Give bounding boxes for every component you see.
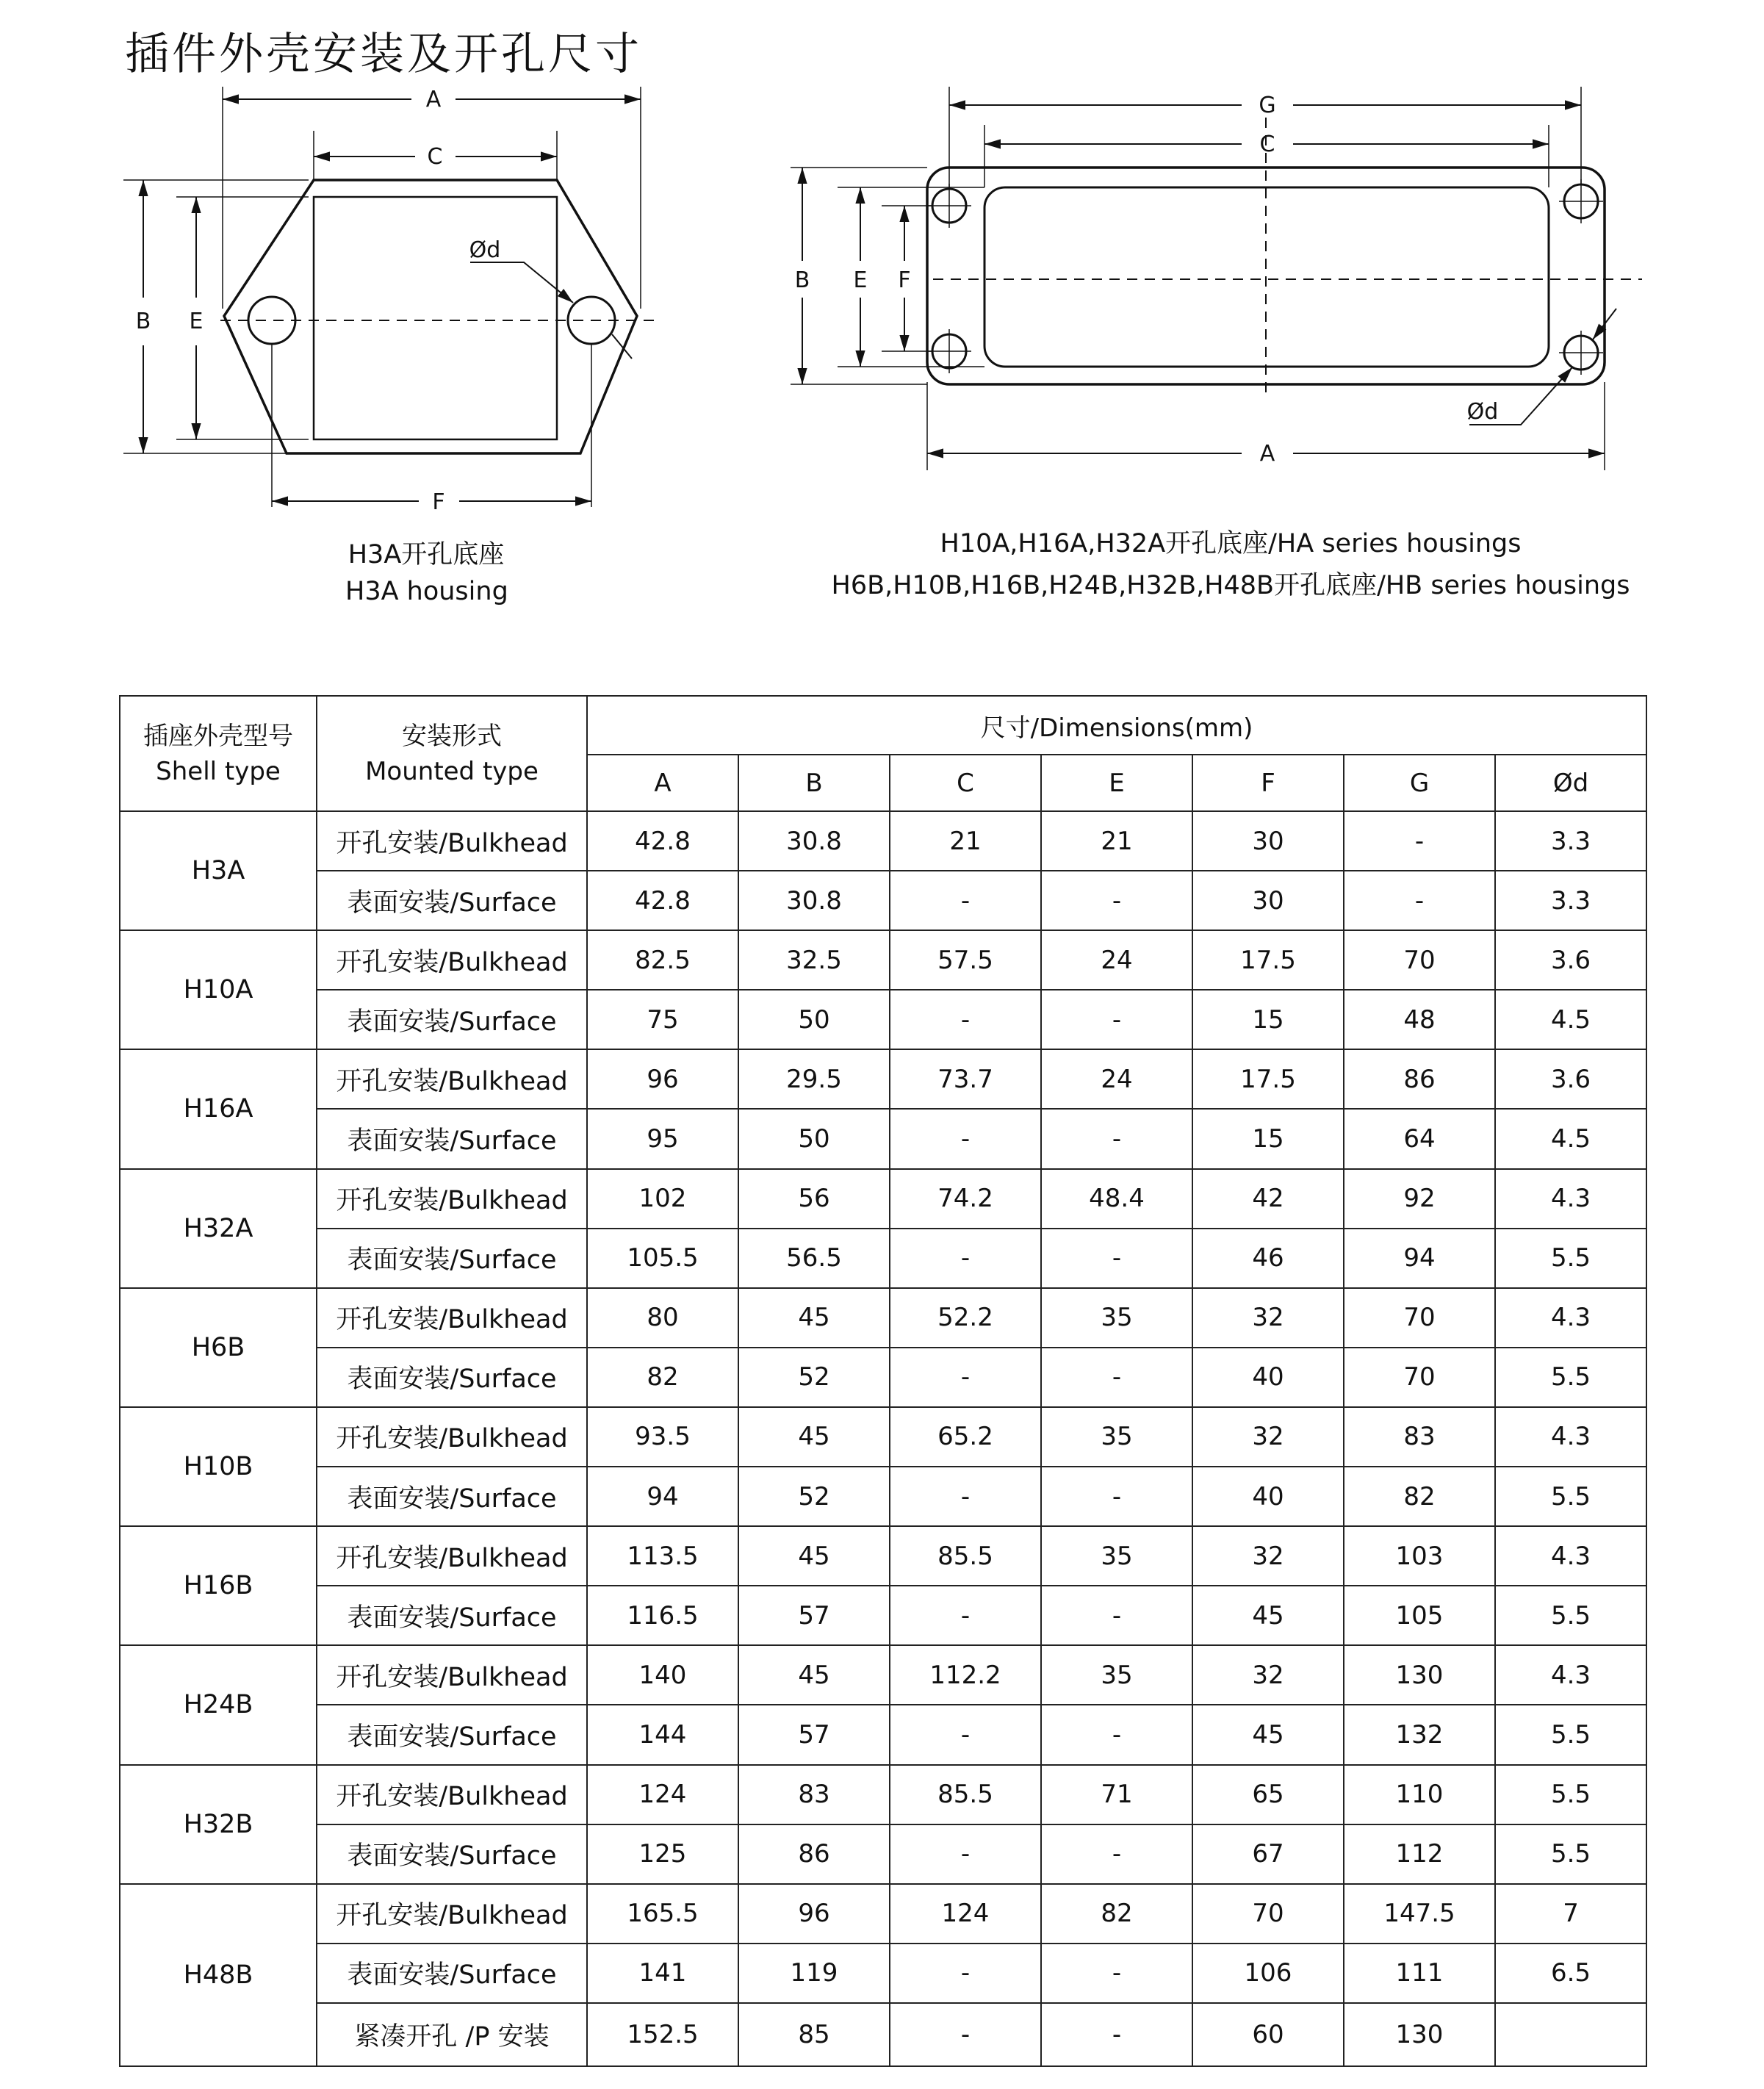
dimension-cell: 5.5 xyxy=(1495,1348,1646,1407)
mount-type-cell: 开孔安装/Bulkhead xyxy=(317,1765,587,1824)
table-row xyxy=(120,1944,1646,2003)
dimension-cell: 57 xyxy=(738,1586,890,1645)
dimension-cell: 35 xyxy=(1041,1407,1192,1467)
dimension-cell: 7 xyxy=(1495,1884,1646,1944)
dimension-cell: 48.4 xyxy=(1041,1169,1192,1229)
hb-caption-line2: H6B,H10B,H16B,H24B,H32B,H48B开孔底座/HB series housings xyxy=(831,571,1630,600)
table-row xyxy=(120,1288,1646,1348)
mount-type-cell: 表面安装/Surface xyxy=(317,1229,587,1288)
hb-label-g: G xyxy=(1259,93,1276,118)
mount-type-cell: 表面安装/Surface xyxy=(317,990,587,1049)
dimension-cell: 3.3 xyxy=(1495,871,1646,930)
dimension-cell: - xyxy=(1344,871,1495,930)
dimension-cell: 4.3 xyxy=(1495,1526,1646,1586)
shell-type-cell: H32B xyxy=(120,1765,317,1884)
dimension-cell: 3.3 xyxy=(1495,811,1646,871)
dimension-cell: 45 xyxy=(738,1526,890,1586)
dimension-cell: 50 xyxy=(738,1109,890,1168)
h3a-caption xyxy=(345,536,507,610)
dimension-cell: 45 xyxy=(738,1645,890,1705)
header-shell-type xyxy=(120,696,317,811)
dimension-cell: 32 xyxy=(1192,1645,1344,1705)
dimension-cell: 48 xyxy=(1344,990,1495,1049)
dimension-cell: - xyxy=(1041,2003,1192,2066)
table-row xyxy=(120,1884,1646,1944)
header-mount-type xyxy=(317,696,587,811)
dimension-cell: 60 xyxy=(1192,2003,1344,2066)
dimension-cell: 124 xyxy=(587,1765,738,1824)
dimension-cell: - xyxy=(890,1348,1041,1407)
dimension-cell: 17.5 xyxy=(1192,930,1344,990)
dimension-cell: 130 xyxy=(1344,1645,1495,1705)
dimension-cell: 5.5 xyxy=(1495,1824,1646,1884)
dimension-cell: 5.5 xyxy=(1495,1467,1646,1526)
dimension-cell: 6.5 xyxy=(1495,1944,1646,2003)
table-row xyxy=(120,1049,1646,1109)
dimension-cell: - xyxy=(890,1824,1041,1884)
dimension-cell: 93.5 xyxy=(587,1407,738,1467)
mount-type-cell: 表面安装/Surface xyxy=(317,1586,587,1645)
dimension-cell: 29.5 xyxy=(738,1049,890,1109)
dimension-cell: 21 xyxy=(890,811,1041,871)
h3a-label-a: A xyxy=(425,87,442,112)
dimension-cell: 57.5 xyxy=(890,930,1041,990)
dimension-cell: 45 xyxy=(738,1288,890,1348)
dimension-cell: 30 xyxy=(1192,811,1344,871)
dimension-cell: 94 xyxy=(1344,1229,1495,1288)
hb-label-d: Ød xyxy=(1466,399,1499,425)
dimension-cell: 74.2 xyxy=(890,1169,1041,1229)
dimension-cell: 5.5 xyxy=(1495,1765,1646,1824)
dimension-cell: 67 xyxy=(1192,1824,1344,1884)
dimension-cell: - xyxy=(1041,990,1192,1049)
shell-type-cell: H32A xyxy=(120,1169,317,1288)
column-header: F xyxy=(1192,755,1344,811)
column-header: Ød xyxy=(1495,755,1646,811)
dimension-cell: 85.5 xyxy=(890,1526,1041,1586)
dimension-cell: 42.8 xyxy=(587,871,738,930)
table-row xyxy=(120,2003,1646,2066)
dimension-cell: 4.3 xyxy=(1495,1645,1646,1705)
dimension-cell: - xyxy=(890,1467,1041,1526)
mount-type-cell: 开孔安装/Bulkhead xyxy=(317,1288,587,1348)
dimension-cell: 32 xyxy=(1192,1407,1344,1467)
header-mount-cn: 安装形式 xyxy=(402,721,502,751)
dimension-cell: 130 xyxy=(1344,2003,1495,2066)
table-row xyxy=(120,930,1646,990)
dimension-cell: 147.5 xyxy=(1344,1884,1495,1944)
mount-type-cell: 开孔安装/Bulkhead xyxy=(317,1169,587,1229)
table-row xyxy=(120,871,1646,930)
hb-label-a: A xyxy=(1259,441,1275,467)
h3a-caption-en: H3A housing xyxy=(345,577,508,606)
dimension-cell: 32 xyxy=(1192,1288,1344,1348)
dimension-cell: 15 xyxy=(1192,1109,1344,1168)
dimension-cell: 57 xyxy=(738,1705,890,1764)
dimension-cell: - xyxy=(1041,1824,1192,1884)
dimension-cell: 5.5 xyxy=(1495,1705,1646,1764)
dimension-cell: 124 xyxy=(890,1884,1041,1944)
dimension-cell: 42 xyxy=(1192,1169,1344,1229)
dimension-cell: 65 xyxy=(1192,1765,1344,1824)
dimension-cell: 30.8 xyxy=(738,871,890,930)
shell-type-cell: H16B xyxy=(120,1526,317,1645)
dimension-cell: 152.5 xyxy=(587,2003,738,2066)
dimension-cell: - xyxy=(890,1705,1041,1764)
shell-type-cell: H10A xyxy=(120,930,317,1049)
dimension-cell: 140 xyxy=(587,1645,738,1705)
dimension-cell: 95 xyxy=(587,1109,738,1168)
header-shell-en: Shell type xyxy=(156,756,281,786)
dimension-cell: 52 xyxy=(738,1348,890,1407)
dimension-cell: 83 xyxy=(1344,1407,1495,1467)
dimension-cell: 70 xyxy=(1192,1884,1344,1944)
dimension-cell: - xyxy=(1041,1586,1192,1645)
dimension-cell: 56.5 xyxy=(738,1229,890,1288)
column-header: A xyxy=(587,755,738,811)
h3a-label-f: F xyxy=(432,489,445,515)
dimension-cell: 17.5 xyxy=(1192,1049,1344,1109)
dimension-cell: 141 xyxy=(587,1944,738,2003)
mount-type-cell: 开孔安装/Bulkhead xyxy=(317,1645,587,1705)
dimension-cell: 105 xyxy=(1344,1586,1495,1645)
mount-type-cell: 表面安装/Surface xyxy=(317,1824,587,1884)
dimension-cell: 45 xyxy=(738,1407,890,1467)
table-row xyxy=(120,1407,1646,1467)
column-header: B xyxy=(738,755,890,811)
dimension-cell: 102 xyxy=(587,1169,738,1229)
dimension-cell: 46 xyxy=(1192,1229,1344,1288)
dimension-cell: - xyxy=(890,871,1041,930)
dimension-cell: - xyxy=(1041,1705,1192,1764)
dimension-cell: 113.5 xyxy=(587,1526,738,1586)
hb-drawing xyxy=(791,87,1642,470)
dimension-cell: 4.5 xyxy=(1495,1109,1646,1168)
dimension-cell: 45 xyxy=(1192,1586,1344,1645)
table-row xyxy=(120,1824,1646,1884)
dimension-cell: 45 xyxy=(1192,1705,1344,1764)
dimension-cell: - xyxy=(1041,1467,1192,1526)
dimension-cell: 64 xyxy=(1344,1109,1495,1168)
dimension-cell: 116.5 xyxy=(587,1586,738,1645)
dimension-cell xyxy=(1495,2003,1646,2066)
dimension-cell: - xyxy=(1041,1348,1192,1407)
dimension-cell: 65.2 xyxy=(890,1407,1041,1467)
table-row xyxy=(120,1765,1646,1824)
table-row xyxy=(120,1645,1646,1705)
dimension-cell: 35 xyxy=(1041,1645,1192,1705)
dimension-cell: 3.6 xyxy=(1495,1049,1646,1109)
dimension-cell: - xyxy=(1041,871,1192,930)
dimension-cell: - xyxy=(1041,1944,1192,2003)
dimension-cell: 52 xyxy=(738,1467,890,1526)
hb-caption-line1: H10A,H16A,H32A开孔底座/HA series housings xyxy=(940,529,1522,558)
dimension-cell: 70 xyxy=(1344,1348,1495,1407)
dimension-cell: 82 xyxy=(1344,1467,1495,1526)
page-title: 插件外壳安装及开孔尺寸 xyxy=(125,29,642,80)
dimension-cell: 71 xyxy=(1041,1765,1192,1824)
header-shell-cn: 插座外壳型号 xyxy=(143,721,293,751)
shell-type-cell: H6B xyxy=(120,1288,317,1407)
dimension-cell: 85.5 xyxy=(890,1765,1041,1824)
dimension-cell: 70 xyxy=(1344,1288,1495,1348)
shell-type-cell: H24B xyxy=(120,1645,317,1764)
shell-type-cell: H3A xyxy=(120,811,317,930)
dimension-cell: 112 xyxy=(1344,1824,1495,1884)
column-header: E xyxy=(1041,755,1192,811)
h3a-drawing xyxy=(123,87,654,507)
dimension-cell: 112.2 xyxy=(890,1645,1041,1705)
dimensions-table xyxy=(119,695,1647,2067)
dimension-cell: 96 xyxy=(587,1049,738,1109)
dimension-cell: 96 xyxy=(738,1884,890,1944)
column-header: G xyxy=(1344,755,1495,811)
dimension-cell: - xyxy=(1041,1229,1192,1288)
mount-type-cell: 表面安装/Surface xyxy=(317,1467,587,1526)
shell-type-cell: H10B xyxy=(120,1407,317,1526)
hb-label-c: C xyxy=(1259,132,1275,157)
dimension-cell: 144 xyxy=(587,1705,738,1764)
table-row xyxy=(120,1705,1646,1764)
header-dimensions: 尺寸/Dimensions(mm) xyxy=(587,696,1646,755)
dimension-cell: 35 xyxy=(1041,1288,1192,1348)
dimension-cell: 86 xyxy=(1344,1049,1495,1109)
dimension-cell: 4.3 xyxy=(1495,1288,1646,1348)
dimension-cell: - xyxy=(890,1229,1041,1288)
column-header: C xyxy=(890,755,1041,811)
mount-type-cell: 表面安装/Surface xyxy=(317,1705,587,1764)
table-row xyxy=(120,1169,1646,1229)
shell-type-cell: H16A xyxy=(120,1049,317,1168)
dimension-cell: 4.5 xyxy=(1495,990,1646,1049)
dimension-cell: 42.8 xyxy=(587,811,738,871)
dimension-cell: 3.6 xyxy=(1495,930,1646,990)
dimension-cell: 85 xyxy=(738,2003,890,2066)
dimension-cell: 75 xyxy=(587,990,738,1049)
dimension-cell: 35 xyxy=(1041,1526,1192,1586)
h3a-label-b: B xyxy=(135,309,151,334)
dimension-cell: 92 xyxy=(1344,1169,1495,1229)
dimension-cell: 105.5 xyxy=(587,1229,738,1288)
table-row xyxy=(120,1229,1646,1288)
shell-type-cell: H48B xyxy=(120,1884,317,2066)
dimension-cell: - xyxy=(890,1586,1041,1645)
dimension-cell: 56 xyxy=(738,1169,890,1229)
dimension-cell: - xyxy=(890,990,1041,1049)
mount-type-cell: 表面安装/Surface xyxy=(317,871,587,930)
dimension-cell: 83 xyxy=(738,1765,890,1824)
dimension-cell: 30.8 xyxy=(738,811,890,871)
h3a-label-c: C xyxy=(427,144,443,170)
h3a-label-e: E xyxy=(189,309,204,334)
dimension-cell: 111 xyxy=(1344,1944,1495,2003)
dimension-cell: 4.3 xyxy=(1495,1169,1646,1229)
dimension-cell: 103 xyxy=(1344,1526,1495,1586)
dimension-cell: 125 xyxy=(587,1824,738,1884)
mount-type-cell: 表面安装/Surface xyxy=(317,1348,587,1407)
dimension-cell: 40 xyxy=(1192,1348,1344,1407)
dimension-cell: - xyxy=(1344,811,1495,871)
dimension-cell: 5.5 xyxy=(1495,1586,1646,1645)
table-row xyxy=(120,1109,1646,1168)
table-row xyxy=(120,811,1646,871)
dimension-cell: 82 xyxy=(587,1348,738,1407)
dimension-cell: - xyxy=(890,2003,1041,2066)
dimension-cell: 40 xyxy=(1192,1467,1344,1526)
dimension-cell: 106 xyxy=(1192,1944,1344,2003)
table-row xyxy=(120,1526,1646,1586)
dimension-cell: 30 xyxy=(1192,871,1344,930)
dimension-cell: 82 xyxy=(1041,1884,1192,1944)
table-row xyxy=(120,1586,1646,1645)
table-row xyxy=(120,1467,1646,1526)
h3a-inner-rect xyxy=(314,197,557,439)
hb-caption xyxy=(830,523,1631,607)
dimension-cell: 32.5 xyxy=(738,930,890,990)
mount-type-cell: 开孔安装/Bulkhead xyxy=(317,811,587,871)
dimension-cell: 70 xyxy=(1344,930,1495,990)
mount-type-cell: 开孔安装/Bulkhead xyxy=(317,1884,587,1944)
dimension-cell: - xyxy=(890,1944,1041,2003)
dimension-cell: 15 xyxy=(1192,990,1344,1049)
dimension-cell: 86 xyxy=(738,1824,890,1884)
h3a-caption-cn: H3A开孔底座 xyxy=(348,540,505,569)
table-row xyxy=(120,990,1646,1049)
dimension-cell: 132 xyxy=(1344,1705,1495,1764)
dimension-cell: 94 xyxy=(587,1467,738,1526)
h3a-hole-left xyxy=(248,297,295,344)
dimension-cell: 50 xyxy=(738,990,890,1049)
dimension-cell: 110 xyxy=(1344,1765,1495,1824)
dimension-cell: 21 xyxy=(1041,811,1192,871)
hb-label-e: E xyxy=(853,267,868,293)
hb-label-f: F xyxy=(898,267,911,293)
dimension-cell: 4.3 xyxy=(1495,1407,1646,1467)
dimension-cell: - xyxy=(890,1109,1041,1168)
mount-type-cell: 表面安装/Surface xyxy=(317,1109,587,1168)
h3a-label-d: Ød xyxy=(469,237,501,263)
dimension-cell: 24 xyxy=(1041,1049,1192,1109)
table-body xyxy=(120,811,1646,2066)
dimension-cell: 165.5 xyxy=(587,1884,738,1944)
dimension-cell: 5.5 xyxy=(1495,1229,1646,1288)
header-mount-en: Mounted type xyxy=(365,756,539,786)
dimension-cell: 119 xyxy=(738,1944,890,2003)
dimension-cell: 24 xyxy=(1041,930,1192,990)
dimension-cell: 52.2 xyxy=(890,1288,1041,1348)
dimension-cell: 32 xyxy=(1192,1526,1344,1586)
table-row xyxy=(120,1348,1646,1407)
mount-type-cell: 开孔安装/Bulkhead xyxy=(317,1407,587,1467)
dimension-cell: 80 xyxy=(587,1288,738,1348)
dimension-cell: 82.5 xyxy=(587,930,738,990)
mount-type-cell: 开孔安装/Bulkhead xyxy=(317,1526,587,1586)
h3a-housing-outline xyxy=(224,180,637,453)
dimension-cell: - xyxy=(1041,1109,1192,1168)
mount-type-cell: 开孔安装/Bulkhead xyxy=(317,1049,587,1109)
dimension-cell: 73.7 xyxy=(890,1049,1041,1109)
hb-label-b: B xyxy=(794,267,810,293)
mount-type-cell: 开孔安装/Bulkhead xyxy=(317,930,587,990)
mount-type-cell: 表面安装/Surface xyxy=(317,1944,587,2003)
mount-type-cell: 紧凑开孔 /P 安装 xyxy=(317,2003,587,2066)
